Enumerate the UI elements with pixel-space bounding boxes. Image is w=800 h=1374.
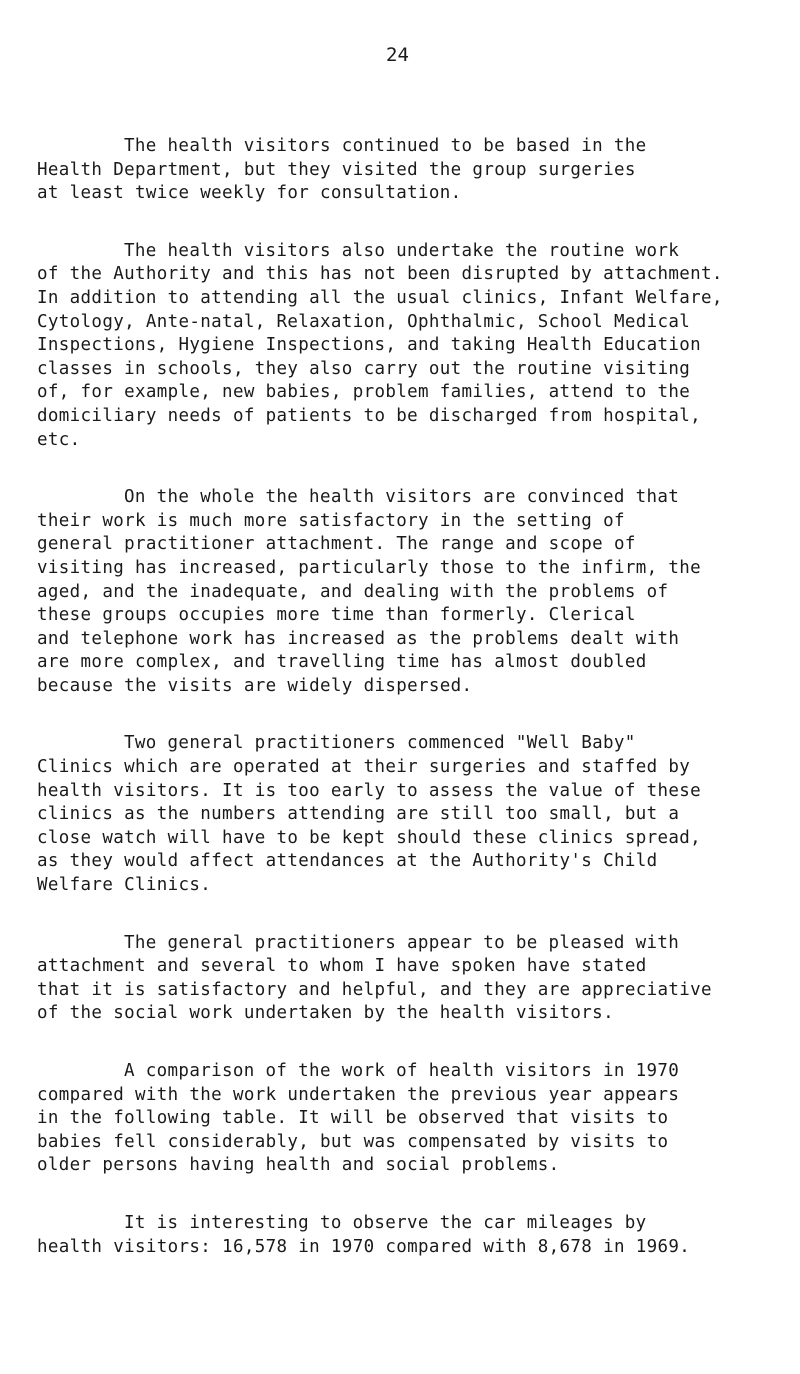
text-line: these groups occupies more time than formerly. Clerical [37,605,636,626]
text-line: as they would affect attendances at the Authority's Child [37,851,658,872]
page-number: 24 [386,44,409,66]
text-line: their work is much more satisfactory in the setting of [37,510,625,531]
text-line: that it is satisfactory and helpful, and they are appreciative [37,979,712,1000]
text-line: clinics as the numbers attending are still too small, but a [37,804,680,825]
text-line: Welfare Clinics. [37,875,212,896]
text-line: The general practitioners appear to be pleased with [124,932,680,953]
text-line: etc. [37,429,81,450]
text-line: visiting has increased, particularly those to the infirm, the [37,557,702,578]
paragraph-well-baby-clinics [37,732,797,897]
text-line: Two general practitioners commenced "Well Baby" [124,733,636,754]
paragraph-comparison [37,1060,797,1178]
document-body [37,135,797,1293]
text-line: In addition to attending all the usual clinics, Infant Welfare, [37,287,723,308]
text-line: and telephone work has increased as the problems dealt with [37,628,680,649]
paragraph-practitioners-pleased [37,932,797,1026]
text-line: domiciliary needs of patients to be discharged from hospital, [37,405,702,426]
text-line: general practitioner attachment. The range and scope of [37,534,636,555]
text-line: are more complex, and travelling time has almost doubled [37,652,647,673]
text-line: at least twice weekly for consultation. [37,183,462,204]
text-line: A comparison of the work of health visitors in 1970 [124,1061,680,1081]
text-line: aged, and the inadequate, and dealing with the problems of [37,581,669,602]
text-line: compared with the work undertaken the previous year appears [37,1084,680,1105]
text-line: The health visitors continued to be based in the [124,136,647,156]
text-line: Health Department, but they visited the group surgeries [37,159,636,180]
text-line: older persons having health and social problems. [37,1155,560,1176]
text-line: On the whole the health visitors are convinced that [124,487,680,508]
text-line: The health visitors also undertake the routine work [124,240,680,261]
paragraph-car-mileages [37,1212,797,1259]
paragraph-based-in-department [37,135,797,206]
text-line: because the visits are widely dispersed. [37,675,473,696]
text-line: It is interesting to observe the car mileages by [124,1212,647,1233]
text-line: Clinics which are operated at their surgeries and staffed by [37,757,691,778]
text-line: of the Authority and this has not been disrupted by attachment. [37,264,723,285]
text-line: Inspections, Hygiene Inspections, and taking Health Education [37,335,702,356]
paragraph-routine-work [37,240,797,452]
text-line: close watch will have to be kept should these clinics spread, [37,827,702,848]
text-line: health visitors: 16,578 in 1970 compared with 8,678 in 1969. [37,1236,691,1257]
text-line: attachment and several to whom I have spoken have stated [37,956,647,977]
text-line: babies fell considerably, but was compensated by visits to [37,1131,669,1152]
paragraph-satisfaction [37,486,797,698]
text-line: Cytology, Ante-natal, Relaxation, Ophthalmic, School Medical [37,311,691,332]
text-line: in the following table. It will be observed that visits to [37,1108,669,1129]
text-line: classes in schools, they also carry out the routine visiting [37,358,691,379]
text-line: health visitors. It is too early to assess the value of these [37,780,702,801]
text-line: of the social work undertaken by the health visitors. [37,1003,614,1024]
text-line: of, for example, new babies, problem families, attend to the [37,382,691,403]
